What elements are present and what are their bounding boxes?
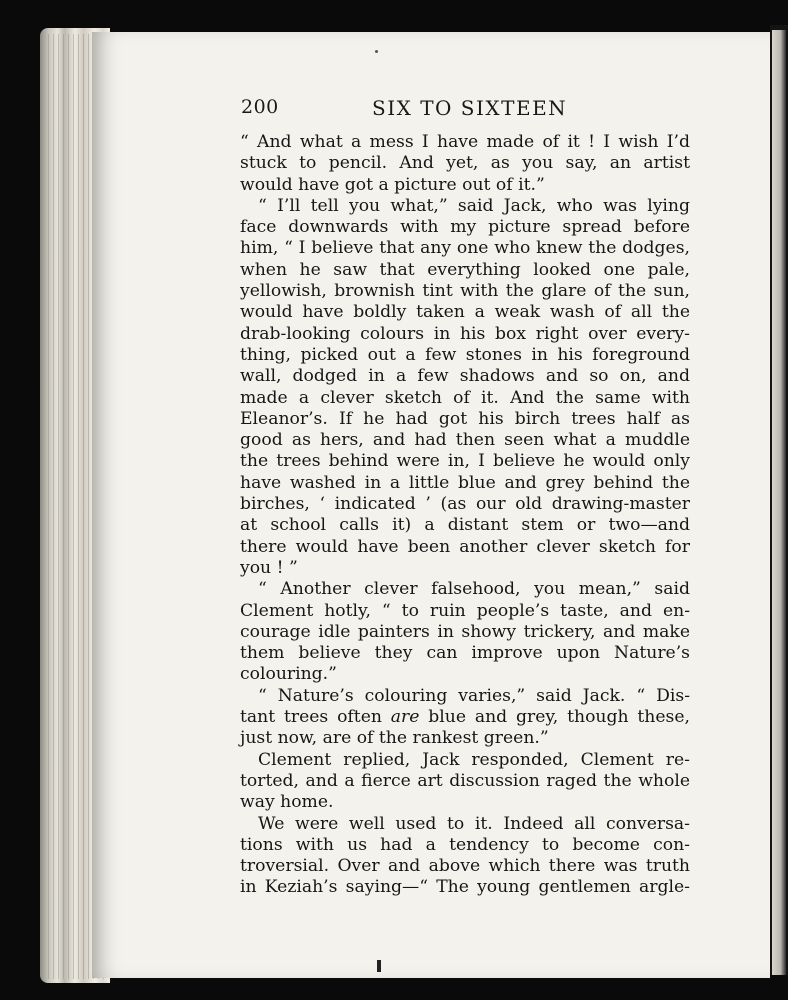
body-text: [240, 132, 690, 899]
text-line: Clement hotly, “ to ruin people’s taste, and en-: [240, 600, 690, 621]
text-line: made a clever sketch of it. And the same with: [240, 387, 690, 408]
text-line: drab-looking colours in his box right over every-: [240, 323, 690, 344]
text-line: face downwards with my picture spread before: [240, 217, 690, 238]
text-line: you ! ”: [240, 557, 298, 578]
text-line: We were well used to it. Indeed all conversa-: [258, 813, 690, 834]
text-line: the trees behind were in, I believe he would only: [240, 451, 690, 472]
text-line: would have got a picture out of it.”: [240, 174, 545, 195]
text-line: Eleanor’s. If he had got his birch trees half as: [240, 408, 690, 429]
text-line: when he saw that everything looked one pale,: [240, 259, 690, 280]
running-title: SIX TO SIXTEEN: [372, 96, 568, 120]
text-line: there would have been another clever sketch for: [240, 536, 690, 557]
text-line: yellowish, brownish tint with the glare of the sun,: [240, 281, 690, 302]
text-line: stuck to pencil. And yet, as you say, an artist: [240, 153, 690, 174]
page-number: 200: [241, 96, 279, 118]
text-fragment: tant trees often: [240, 707, 391, 728]
text-line: “ And what a mess I have made of it ! I wish I’d: [240, 132, 690, 152]
text-line: torted, and a fierce art discussion raged the whole: [240, 770, 690, 791]
text-line: troversial. Over and above which there was truth: [240, 856, 690, 877]
text-line: just now, are of the rankest green.”: [240, 728, 549, 749]
running-head: [241, 96, 701, 122]
text-line: birches, ‘ indicated ’ (as our old drawing-master: [240, 494, 690, 515]
text-line-italic: [240, 707, 690, 728]
text-line: would have boldly taken a weak wash of all the: [240, 302, 690, 323]
facing-page-edge: [772, 30, 786, 975]
text-line: in Keziah’s saying—“ The young gentlemen argle-: [240, 877, 690, 898]
text-fragment: blue and grey, though these,: [419, 707, 690, 728]
text-line: colouring.”: [240, 664, 337, 685]
text-line: good as hers, and had then seen what a muddle: [240, 430, 690, 451]
text-line: tions with us had a tendency to become con-: [240, 834, 690, 855]
text-line: at school calls it) a distant stem or two—and: [240, 515, 690, 536]
text-line: courage idle painters in showy trickery, and make: [240, 621, 690, 642]
text-line: “ I’ll tell you what,” said Jack, who was lying: [258, 195, 690, 216]
text-line: Clement replied, Jack responded, Clement re-: [258, 749, 690, 770]
text-line: thing, picked out a few stones in his foreground: [240, 344, 690, 365]
text-line: him, “ I believe that any one who knew the dodges,: [240, 238, 690, 259]
italic-word: are: [390, 707, 420, 728]
text-line: wall, dodged in a few shadows and so on, and: [240, 366, 690, 387]
page-speck: [375, 50, 378, 53]
signature-mark: [377, 960, 381, 972]
text-line: them believe they can improve upon Nature’s: [240, 643, 690, 664]
text-line: “ Another clever falsehood, you mean,” said: [258, 579, 690, 600]
text-line: have washed in a little blue and grey behind the: [240, 472, 690, 493]
text-line: way home.: [240, 792, 334, 813]
text-line: “ Nature’s colouring varies,” said Jack. “ Dis-: [258, 685, 690, 706]
